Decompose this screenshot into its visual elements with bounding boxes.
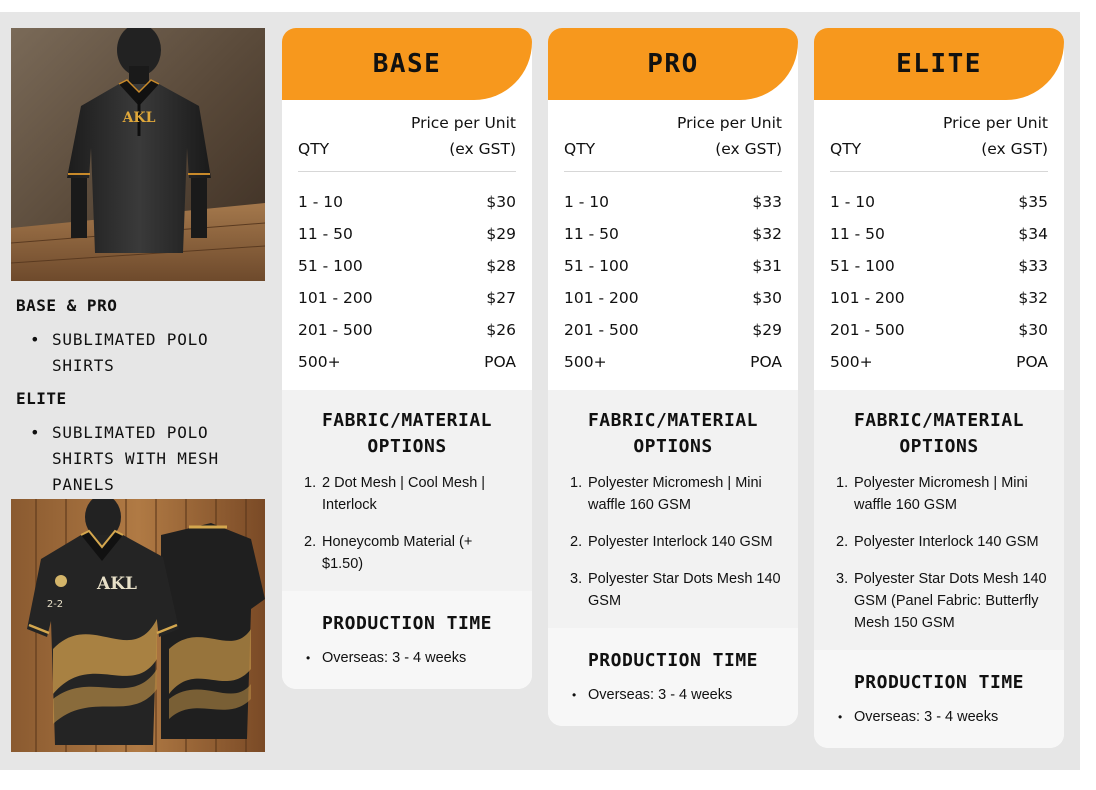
qty-cell: 500+ — [564, 353, 607, 371]
fabric-option: Polyester Star Dots Mesh 140 GSM (Panel Fabric: Butterfly Mesh 150 GSM — [854, 571, 1047, 631]
price-row — [830, 282, 1048, 314]
price-cell: $35 — [1018, 193, 1048, 211]
price-cell: $30 — [752, 289, 782, 307]
production-time-section — [282, 591, 532, 689]
pricing-card-pro — [548, 28, 798, 726]
price-row — [830, 218, 1048, 250]
group-heading: BASE & PRO — [16, 296, 118, 315]
fabric-section-title — [830, 408, 1048, 460]
fabric-option: Polyester Interlock 140 GSM — [854, 534, 1039, 550]
group-heading: ELITE — [16, 389, 67, 408]
fabric-options-list — [298, 472, 516, 575]
pricing-panel — [0, 12, 1080, 770]
price-cell: $34 — [1018, 225, 1048, 243]
qty-column-label: QTY — [298, 140, 330, 158]
price-cell: $31 — [752, 257, 782, 275]
price-label-line-1: Price per Unit — [677, 114, 782, 132]
price-row — [830, 314, 1048, 346]
price-cell: $32 — [752, 225, 782, 243]
price-row — [564, 186, 782, 218]
fabric-title-line-2: OPTIONS — [367, 436, 447, 457]
production-list — [564, 684, 782, 706]
qty-column-label: QTY — [830, 140, 862, 158]
price-row — [564, 346, 782, 378]
price-row — [830, 186, 1048, 218]
fabric-option: Polyester Micromesh | Mini waffle 160 GSM — [854, 475, 1028, 513]
qty-cell: 51 - 100 — [298, 257, 363, 275]
fabric-title-line-1: FABRIC/MATERIAL — [587, 410, 759, 431]
fleur-emblem-icon — [55, 575, 67, 587]
qty-cell: 51 - 100 — [564, 257, 629, 275]
group-list-item: • SUBLIMATED POLO SHIRTS WITH MESH PANELS — [28, 420, 276, 498]
production-list — [830, 706, 1048, 728]
fabric-options-section — [282, 390, 532, 591]
fabric-title-line-2: OPTIONS — [899, 436, 979, 457]
price-table — [282, 100, 532, 390]
fabric-section-title — [298, 408, 516, 460]
price-row — [298, 250, 516, 282]
price-row — [564, 250, 782, 282]
fabric-option: Polyester Interlock 140 GSM — [588, 534, 773, 550]
production-time-section — [548, 628, 798, 726]
card-header — [548, 28, 798, 100]
price-cell: POA — [750, 353, 782, 371]
price-label-line-1: Price per Unit — [411, 114, 516, 132]
price-cell: POA — [484, 353, 516, 371]
card-header — [814, 28, 1064, 100]
qty-cell: 201 - 500 — [564, 321, 639, 339]
price-row — [298, 282, 516, 314]
qty-cell: 11 - 50 — [564, 225, 619, 243]
price-cell: $29 — [752, 321, 782, 339]
price-row — [564, 218, 782, 250]
production-list — [298, 647, 516, 669]
price-cell: $33 — [1018, 257, 1048, 275]
price-column-label — [411, 110, 516, 162]
pricing-card-base — [282, 28, 532, 689]
price-row — [830, 346, 1048, 378]
card-title: PRO — [647, 49, 699, 79]
qty-cell: 101 - 200 — [564, 289, 639, 307]
price-row — [298, 314, 516, 346]
mesh-polo-shirt-photo — [11, 499, 265, 752]
price-label-line-2: (ex GST) — [449, 140, 516, 158]
fabric-options-section — [548, 390, 798, 628]
price-row — [298, 186, 516, 218]
mesh-polo-shirt-illustration — [11, 499, 265, 752]
qty-cell: 1 - 10 — [298, 193, 344, 211]
production-title: PRODUCTION TIME — [321, 613, 493, 634]
shirt-number-text: 2-2 — [46, 599, 64, 610]
pricing-card-elite — [814, 28, 1064, 748]
group-list — [28, 420, 276, 498]
base-pro-description — [16, 296, 276, 379]
shirt-logo-text: AKL — [122, 110, 156, 126]
price-label-line-2: (ex GST) — [981, 140, 1048, 158]
qty-cell: 101 - 200 — [830, 289, 905, 307]
qty-cell: 11 - 50 — [830, 225, 885, 243]
price-cell: POA — [1016, 353, 1048, 371]
qty-cell: 101 - 200 — [298, 289, 373, 307]
production-title: PRODUCTION TIME — [853, 672, 1025, 693]
fabric-option: 2 Dot Mesh | Cool Mesh | Interlock — [322, 475, 486, 513]
fabric-section-title — [564, 408, 782, 460]
price-column-label — [677, 110, 782, 162]
elite-description — [16, 389, 276, 498]
price-cell: $32 — [1018, 289, 1048, 307]
qty-cell: 500+ — [830, 353, 873, 371]
price-label-line-1: Price per Unit — [943, 114, 1048, 132]
price-cell: $26 — [486, 321, 516, 339]
price-column-label — [943, 110, 1048, 162]
fabric-options-list — [830, 472, 1048, 634]
qty-cell: 51 - 100 — [830, 257, 895, 275]
price-row — [564, 282, 782, 314]
fabric-option: Honeycomb Material (+ $1.50) — [322, 534, 473, 572]
fabric-options-section — [814, 390, 1064, 650]
fabric-option: Polyester Micromesh | Mini waffle 160 GSM — [588, 475, 762, 513]
fabric-options-list — [564, 472, 782, 612]
production-title: PRODUCTION TIME — [587, 650, 759, 671]
production-time-section — [814, 650, 1064, 748]
price-table-header — [298, 110, 516, 172]
price-row — [298, 346, 516, 378]
qty-column-label: QTY — [564, 140, 596, 158]
card-header — [282, 28, 532, 100]
production-item: • Overseas: 3 - 4 weeks — [564, 684, 782, 706]
price-cell: $30 — [486, 193, 516, 211]
qty-cell: 1 - 10 — [830, 193, 876, 211]
price-row — [830, 250, 1048, 282]
card-title: ELITE — [896, 49, 982, 79]
card-title: BASE — [372, 49, 442, 79]
price-table — [548, 100, 798, 390]
fabric-title-line-1: FABRIC/MATERIAL — [853, 410, 1025, 431]
price-row — [298, 218, 516, 250]
fabric-title-line-2: OPTIONS — [633, 436, 713, 457]
price-cell: $27 — [486, 289, 516, 307]
shirt-logo-text: AKL — [97, 574, 137, 594]
qty-cell: 201 - 500 — [830, 321, 905, 339]
price-label-line-2: (ex GST) — [715, 140, 782, 158]
production-item: • Overseas: 3 - 4 weeks — [830, 706, 1048, 728]
qty-cell: 11 - 50 — [298, 225, 353, 243]
polo-shirt-photo — [11, 28, 265, 281]
qty-cell: 500+ — [298, 353, 341, 371]
production-item: • Overseas: 3 - 4 weeks — [298, 647, 516, 669]
price-table — [814, 100, 1064, 390]
price-cell: $29 — [486, 225, 516, 243]
fabric-title-line-1: FABRIC/MATERIAL — [321, 410, 493, 431]
group-list — [28, 327, 276, 379]
qty-cell: 1 - 10 — [564, 193, 610, 211]
polo-shirt-illustration — [11, 28, 265, 281]
price-table-header — [564, 110, 782, 172]
price-cell: $30 — [1018, 321, 1048, 339]
price-cell: $28 — [486, 257, 516, 275]
fabric-option: Polyester Star Dots Mesh 140 GSM — [588, 571, 781, 609]
group-list-item: • SUBLIMATED POLO SHIRTS — [28, 327, 276, 379]
price-table-header — [830, 110, 1048, 172]
qty-cell: 201 - 500 — [298, 321, 373, 339]
price-row — [564, 314, 782, 346]
price-cell: $33 — [752, 193, 782, 211]
